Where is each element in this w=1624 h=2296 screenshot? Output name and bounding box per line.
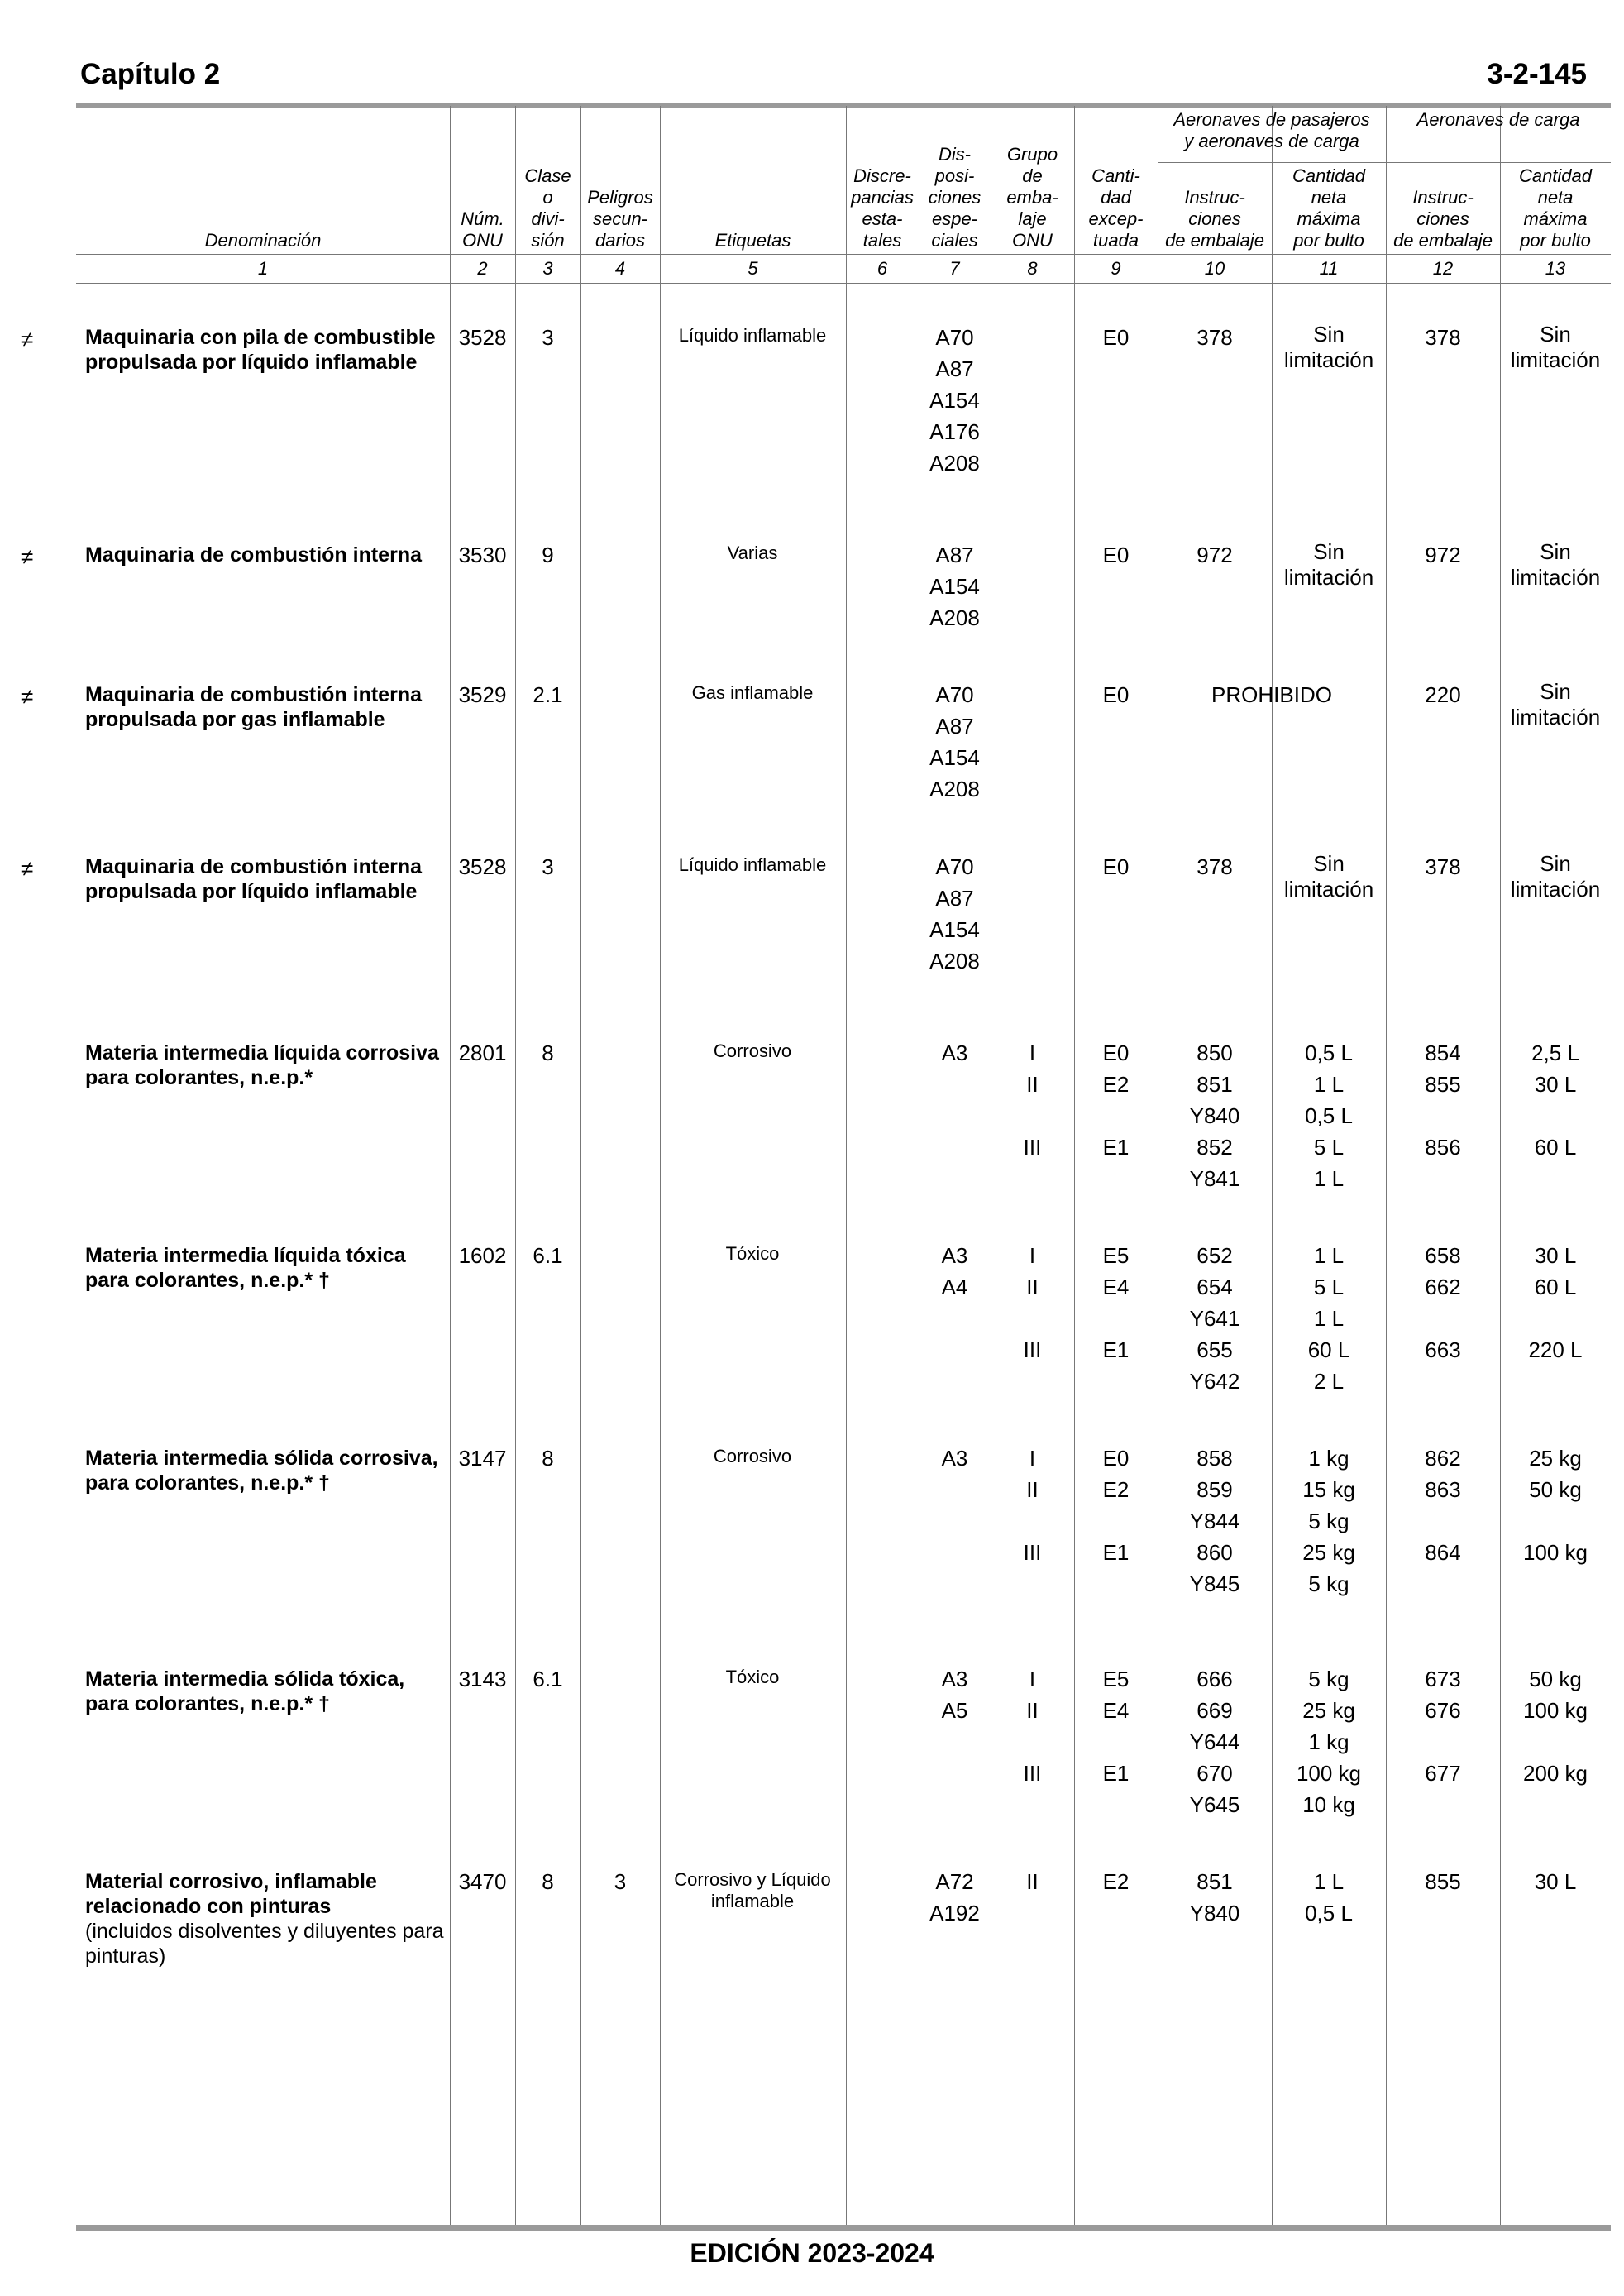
passenger-packing-instruction: 652 654 Y641 655 Y642: [1189, 1243, 1240, 1394]
cargo-packing-instruction: 658 662 663: [1425, 1243, 1461, 1362]
column-header-8: Grupo de emba- laje ONU: [1006, 144, 1058, 251]
packing-group: II: [1026, 1869, 1039, 1894]
cargo-max-quantity: Sin limitación: [1510, 539, 1601, 590]
class-division: 3: [542, 325, 554, 350]
column-number-10: 10: [1204, 258, 1225, 279]
hazard-label: Corrosivo y Líquido inflamable: [674, 1869, 831, 1911]
cargo-max-quantity: 30 L 60 L 220 L: [1528, 1243, 1583, 1362]
class-division: 8: [542, 1869, 554, 1894]
column-divider: [1386, 106, 1387, 2225]
column-header-6: Discre- pancias esta- tales: [851, 165, 914, 251]
hazard-label: Líquido inflamable: [678, 325, 827, 346]
header-group-passenger: Aeronaves de pasajeros y aeronaves de carga: [1173, 109, 1370, 151]
column-header-11: Cantidad neta máxima por bulto: [1292, 165, 1366, 251]
header-divider: [76, 254, 1611, 255]
excepted-quantity: E2: [1102, 1869, 1130, 1894]
group-divider-passenger: [1158, 162, 1386, 163]
name-bold: Maquinaria de combustión interna propulsada por gas inflamable: [85, 683, 422, 731]
class-division: 6.1: [533, 1667, 563, 1691]
change-mark: ≠: [21, 544, 34, 569]
passenger-max-quantity: 1 kg 15 kg 5 kg 25 kg 5 kg: [1302, 1446, 1355, 1596]
passenger-max-quantity: 1 L 0,5 L: [1305, 1869, 1353, 1925]
un-number: 3147: [458, 1446, 507, 1471]
packing-group: I II III: [1023, 1667, 1042, 1786]
column-number-1: 1: [257, 258, 269, 279]
top-rule: [76, 103, 1611, 108]
name-bold: Materia intermedia líquida tóxica para colorantes, n.e.p.* †: [85, 1244, 406, 1292]
passenger-packing-instruction: 972: [1197, 543, 1233, 567]
packing-group: I II III: [1023, 1243, 1042, 1362]
group-divider-cargo: [1386, 162, 1611, 163]
cargo-max-quantity: Sin limitación: [1510, 322, 1601, 372]
hazard-label: Tóxico: [725, 1243, 780, 1264]
proper-shipping-name: [85, 1446, 449, 1495]
name-bold: Materia intermedia sólida tóxica, para colorantes, n.e.p.* †: [85, 1667, 405, 1715]
column-number-9: 9: [1111, 258, 1121, 279]
cargo-packing-instruction: 854 855 856: [1425, 1040, 1461, 1160]
class-division: 8: [542, 1040, 554, 1065]
column-header-12: Instruc- ciones de embalaje: [1393, 187, 1493, 251]
column-header-1: Denominación: [204, 230, 322, 251]
cargo-packing-instruction: 862 863 864: [1425, 1446, 1461, 1565]
column-header-9: Canti- dad excep- tuada: [1088, 165, 1144, 251]
name-bold: Materia intermedia líquida corrosiva para colorantes, n.e.p.*: [85, 1041, 439, 1089]
special-provisions: A70 A87 A154 A176 A208: [929, 325, 980, 476]
column-number-4: 4: [614, 258, 626, 279]
hazard-label: Líquido inflamable: [678, 854, 827, 875]
proper-shipping-name: [85, 682, 449, 732]
excepted-quantity: E0 E2 E1: [1102, 1446, 1130, 1565]
proper-shipping-name: [85, 1243, 449, 1293]
cargo-packing-instruction: 855: [1425, 1869, 1461, 1894]
proper-shipping-name: [85, 325, 449, 375]
cargo-max-quantity: Sin limitación: [1510, 679, 1601, 729]
bottom-rule: [76, 2225, 1611, 2231]
excepted-quantity: E0: [1102, 325, 1130, 350]
un-number: 3530: [458, 543, 507, 567]
special-provisions: A72 A192: [929, 1869, 980, 1925]
chapter-title: Capítulo 2: [80, 58, 221, 90]
proper-shipping-name: [85, 1667, 449, 1716]
header-numbers-divider: [76, 283, 1611, 284]
cargo-packing-instruction: 220: [1425, 682, 1461, 707]
name-bold: Materia intermedia sólida corrosiva, para colorantes, n.e.p.* †: [85, 1447, 438, 1495]
class-division: 6.1: [533, 1243, 563, 1268]
column-number-11: 11: [1319, 258, 1339, 279]
edition-footer: EDICIÓN 2023-2024: [690, 2238, 934, 2268]
column-number-13: 13: [1545, 258, 1566, 279]
excepted-quantity: E0: [1102, 854, 1130, 879]
excepted-quantity: E0: [1102, 543, 1130, 567]
un-number: 3529: [458, 682, 507, 707]
un-number: 1602: [458, 1243, 507, 1268]
proper-shipping-name: [85, 543, 449, 567]
special-provisions: A3 A5: [941, 1667, 968, 1723]
hazard-label: Corrosivo: [713, 1446, 792, 1466]
column-divider: [580, 106, 581, 2225]
passenger-max-quantity: 1 L 5 L 1 L 60 L 2 L: [1307, 1243, 1350, 1394]
hazard-label: Gas inflamable: [691, 682, 814, 703]
hazard-label: Varias: [727, 543, 778, 563]
column-divider: [1074, 106, 1075, 2225]
column-divider: [1500, 106, 1501, 2225]
class-division: 3: [542, 854, 554, 879]
name-bold: Material corrosivo, inflamable relacionado con pinturas: [85, 1870, 377, 1918]
column-header-5: Etiquetas: [714, 230, 791, 251]
un-number: 3143: [458, 1667, 507, 1691]
name-bold: Maquinaria de combustión interna propulsada por líquido inflamable: [85, 855, 422, 903]
name-bold: Maquinaria de combustión interna: [85, 543, 422, 567]
change-mark: ≠: [21, 327, 34, 352]
passenger-max-quantity: 5 kg 25 kg 1 kg 100 kg 10 kg: [1296, 1667, 1362, 1817]
column-divider: [515, 106, 516, 2225]
column-number-5: 5: [748, 258, 758, 279]
passenger-max-quantity: Sin limitación: [1283, 851, 1374, 902]
cargo-max-quantity: 50 kg 100 kg 200 kg: [1522, 1667, 1588, 1786]
cargo-packing-instruction: 972: [1425, 543, 1461, 567]
column-header-3: Clase o divi- sión: [524, 165, 571, 251]
class-division: 9: [542, 543, 554, 567]
column-number-2: 2: [477, 258, 488, 279]
passenger-packing-instruction: 666 669 Y644 670 Y645: [1189, 1667, 1240, 1817]
un-number: 3470: [458, 1869, 507, 1894]
name-note: (incluidos disolventes y diluyentes para pinturas): [85, 1920, 444, 1968]
proper-shipping-name: [85, 854, 449, 904]
column-number-7: 7: [949, 258, 960, 279]
cargo-max-quantity: 30 L: [1534, 1869, 1577, 1894]
cargo-packing-instruction: 673 676 677: [1425, 1667, 1461, 1786]
passenger-packing-instruction: 378: [1197, 854, 1233, 879]
excepted-quantity: E0 E2 E1: [1102, 1040, 1130, 1160]
column-number-3: 3: [542, 258, 553, 279]
un-number: 3528: [458, 325, 507, 350]
change-mark: ≠: [21, 684, 34, 709]
cargo-max-quantity: 25 kg 50 kg 100 kg: [1522, 1446, 1588, 1565]
name-bold: Maquinaria con pila de combustible propulsada por líquido inflamable: [85, 326, 436, 374]
special-provisions: A3 A4: [941, 1243, 968, 1299]
page-number: 3-2-145: [1487, 58, 1587, 90]
excepted-quantity: E5 E4 E1: [1102, 1667, 1130, 1786]
column-number-6: 6: [876, 258, 888, 279]
special-provisions: A3: [941, 1446, 968, 1471]
column-divider: [846, 106, 847, 2225]
column-header-7: Dis- posi- ciones espe- ciales: [928, 144, 982, 251]
column-header-4: Peligros secun- darios: [587, 187, 653, 251]
special-provisions: A3: [941, 1040, 968, 1065]
column-number-12: 12: [1432, 258, 1454, 279]
passenger-max-quantity: Sin limitación: [1283, 539, 1374, 590]
column-number-8: 8: [1027, 258, 1038, 279]
un-number: 3528: [458, 854, 507, 879]
proper-shipping-name: [85, 1869, 449, 1968]
column-divider: [660, 106, 661, 2225]
hazard-label: Corrosivo: [713, 1040, 792, 1061]
un-number: 2801: [458, 1040, 507, 1065]
class-division: 2.1: [533, 682, 563, 707]
passenger-packing-instruction: 851 Y840: [1189, 1869, 1240, 1925]
class-division: 8: [542, 1446, 554, 1471]
cargo-max-quantity: Sin limitación: [1510, 851, 1601, 902]
passenger-packing-instruction: 850 851 Y840 852 Y841: [1189, 1040, 1240, 1191]
passenger-max-quantity: Sin limitación: [1283, 322, 1374, 372]
change-mark: ≠: [21, 856, 34, 881]
passenger-packing-instruction: 858 859 Y844 860 Y845: [1189, 1446, 1240, 1596]
passenger-packing-instruction: 378: [1197, 325, 1233, 350]
special-provisions: A87 A154 A208: [929, 543, 980, 630]
special-provisions: A70 A87 A154 A208: [929, 682, 980, 801]
passenger-max-quantity: 0,5 L 1 L 0,5 L 5 L 1 L: [1305, 1040, 1353, 1191]
hazard-label: Tóxico: [725, 1667, 780, 1687]
packing-group: I II III: [1023, 1040, 1042, 1160]
packing-group: I II III: [1023, 1446, 1042, 1565]
column-divider: [450, 106, 451, 2225]
column-header-2: Núm. ONU: [461, 208, 504, 251]
excepted-quantity: E5 E4 E1: [1102, 1243, 1130, 1362]
cargo-max-quantity: 2,5 L 30 L 60 L: [1531, 1040, 1579, 1160]
proper-shipping-name: [85, 1040, 449, 1090]
special-provisions: A70 A87 A154 A208: [929, 854, 980, 973]
column-header-10: Instruc- ciones de embalaje: [1165, 187, 1264, 251]
passenger-prohibited: PROHIBIDO: [1211, 682, 1332, 707]
excepted-quantity: E0: [1102, 682, 1130, 707]
cargo-packing-instruction: 378: [1425, 854, 1461, 879]
column-header-13: Cantidad neta máxima por bulto: [1518, 165, 1593, 251]
cargo-packing-instruction: 378: [1425, 325, 1461, 350]
header-group-cargo: Aeronaves de carga: [1416, 109, 1580, 130]
subsidiary-hazard: 3: [614, 1869, 627, 1894]
